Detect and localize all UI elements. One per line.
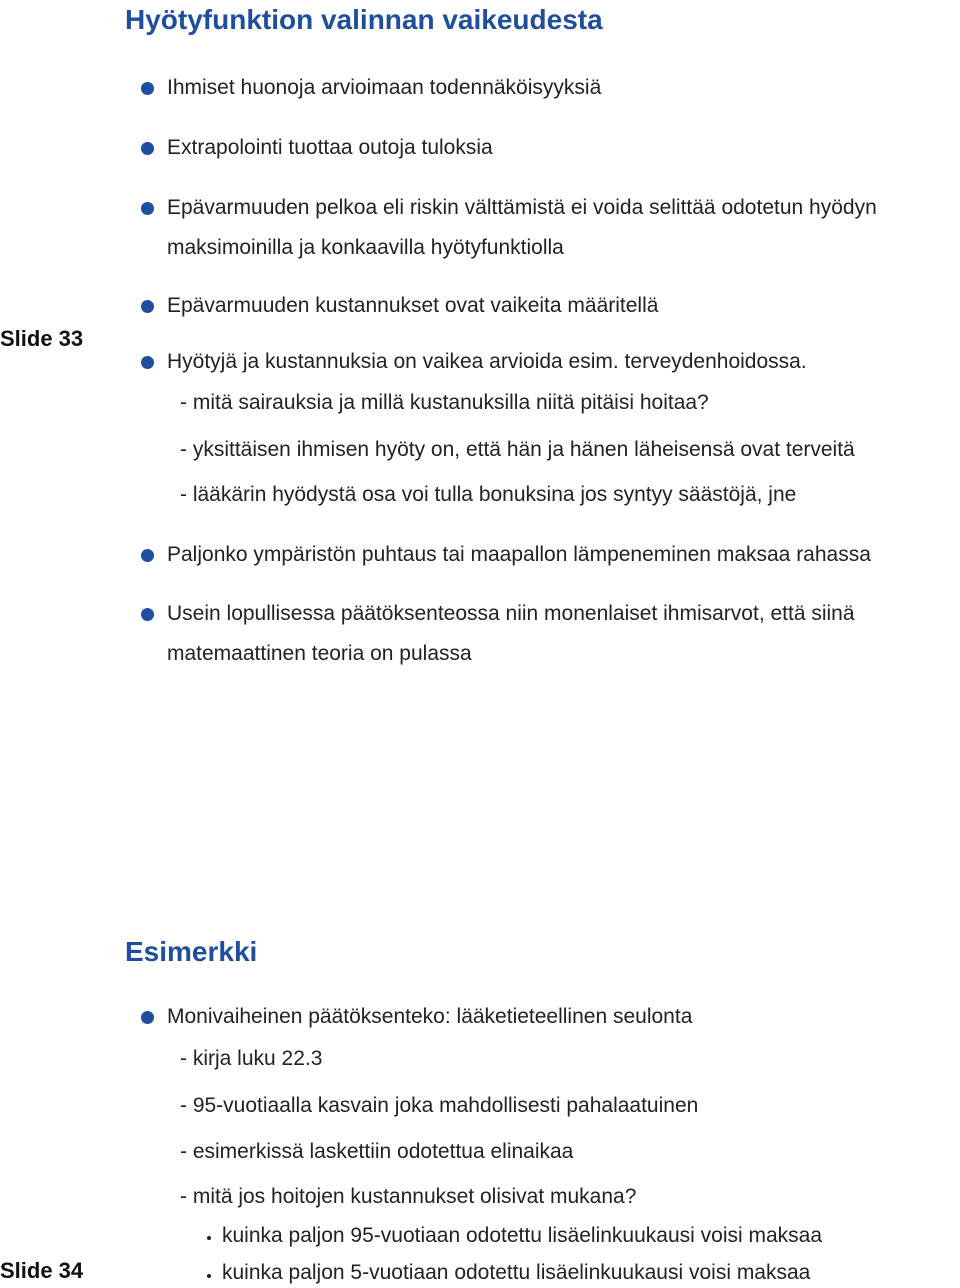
bullet-dot [141, 356, 154, 369]
bullet-text: Paljonko ympäristön puhtaus tai maapallon lämpeneminen maksaa rahassa [167, 543, 871, 566]
bullet-text: Monivaiheinen päätöksenteko: lääketieteellinen seulonta [167, 1005, 693, 1028]
bullet-dot [141, 549, 154, 562]
bullet-text: Hyötyjä ja kustannuksia on vaikea arvioida esim. terveydenhoidossa. [167, 350, 807, 373]
sub-sub-dot [207, 1274, 211, 1278]
bullet-dot [141, 1011, 154, 1024]
bullet-text: Ihmiset huonoja arvioimaan todennäköisyyksiä [167, 76, 602, 99]
bullet-dot [141, 142, 154, 155]
sub-sub-dot [207, 1236, 211, 1240]
bullet-text-continued: maksimoinilla ja konkaavilla hyötyfunktiolla [167, 236, 564, 259]
slide-33-title: Hyötyfunktion valinnan vaikeudesta [125, 4, 603, 35]
sub-item-text: - esimerkissä laskettiin odotettua elinaikaa [180, 1140, 574, 1163]
slide-34-title: Esimerkki [125, 936, 258, 967]
sub-item-text: - mitä sairauksia ja millä kustanuksilla niitä pitäisi hoitaa? [180, 391, 709, 414]
bullet-text: Epävarmuuden kustannukset ovat vaikeita määritellä [167, 294, 659, 317]
slide-33-label: Slide 33 [0, 326, 84, 351]
bullet-text: Epävarmuuden pelkoa eli riskin välttämistä ei voida selittää odotetun hyödyn [167, 196, 877, 219]
bullet-text: Extrapolointi tuottaa outoja tuloksia [167, 136, 493, 159]
bullet-dot [141, 608, 154, 621]
sub-sub-item-text: kuinka paljon 95-vuotiaan odotettu lisäelinkuukausi voisi maksaa [222, 1224, 823, 1247]
bullet-dot [141, 202, 154, 215]
sub-item-text: - lääkärin hyödystä osa voi tulla bonuksina jos syntyy säästöjä, jne [180, 483, 797, 506]
sub-item-text: - yksittäisen ihmisen hyöty on, että hän ja hänen läheisensä ovat terveitä [180, 438, 855, 461]
slide-34-label: Slide 34 [0, 1258, 84, 1283]
sub-item-text: - kirja luku 22.3 [180, 1047, 323, 1070]
bullet-text-continued: matemaattinen teoria on pulassa [167, 642, 472, 665]
bullet-dot [141, 300, 154, 313]
bullet-dot [141, 82, 154, 95]
sub-item-text: - 95-vuotiaalla kasvain joka mahdollisesti pahalaatuinen [180, 1094, 699, 1117]
sub-sub-item-text: kuinka paljon 5-vuotiaan odotettu lisäelinkuukausi voisi maksaa [222, 1261, 811, 1284]
bullet-text: Usein lopullisessa päätöksenteossa niin monenlaiset ihmisarvot, että siinä [167, 602, 855, 625]
sub-item-text: - mitä jos hoitojen kustannukset olisivat mukana? [180, 1185, 637, 1208]
